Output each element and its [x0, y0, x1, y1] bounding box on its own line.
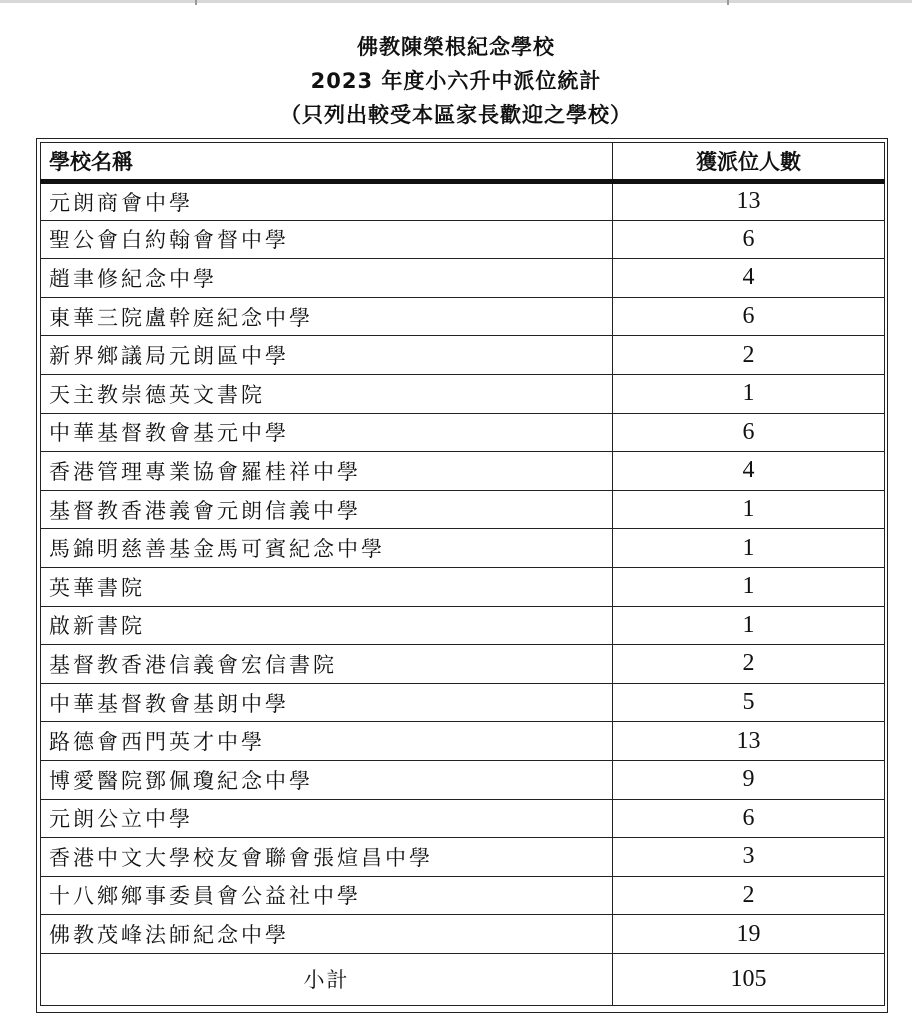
school-name-cell: 元朗公立中學: [41, 799, 613, 838]
school-name-cell: 香港管理專業協會羅桂祥中學: [41, 452, 613, 491]
table-row: [41, 413, 885, 452]
allocation-count-cell: 6: [613, 220, 885, 259]
table-row: [41, 182, 885, 221]
allocation-count-cell: 6: [613, 413, 885, 452]
allocation-count-cell: 13: [613, 182, 885, 221]
school-name-cell: 東華三院盧幹庭紀念中學: [41, 297, 613, 336]
school-name-cell: 趙聿修紀念中學: [41, 259, 613, 298]
page-top-tick: [727, 0, 729, 5]
column-header-school: 學校名稱: [41, 143, 613, 182]
school-name-cell: 啟新書院: [41, 606, 613, 645]
table-row: [41, 374, 885, 413]
allocation-count-cell: 4: [613, 452, 885, 491]
table-row: [41, 259, 885, 298]
table-header-row: [41, 143, 885, 182]
table-row: [41, 336, 885, 375]
table-row: [41, 567, 885, 606]
allocation-count-cell: 2: [613, 876, 885, 915]
column-header-count: 獲派位人數: [613, 143, 885, 182]
allocation-count-cell: 3: [613, 838, 885, 877]
table-row: [41, 490, 885, 529]
table-row: [41, 220, 885, 259]
table-row: [41, 838, 885, 877]
table-row: [41, 876, 885, 915]
table-row: [41, 760, 885, 799]
total-value: 105: [613, 953, 885, 1005]
table-row: [41, 606, 885, 645]
report-title: 2023 年度小六升中派位統計: [310, 69, 602, 93]
total-row: [41, 953, 885, 1005]
table-row: [41, 722, 885, 761]
total-label: 小計: [41, 953, 613, 1005]
table-row: [41, 799, 885, 838]
allocation-count-cell: 4: [613, 259, 885, 298]
allocation-count-cell: 1: [613, 490, 885, 529]
school-name-cell: 元朗商會中學: [41, 182, 613, 221]
school-name-cell: 博愛醫院鄧佩瓊紀念中學: [41, 760, 613, 799]
table-row: [41, 915, 885, 954]
table-row: [41, 645, 885, 684]
table-row: [41, 452, 885, 491]
document-header: [0, 30, 912, 132]
allocation-count-cell: 1: [613, 529, 885, 568]
allocation-count-cell: 13: [613, 722, 885, 761]
school-name-cell: 十八鄉鄉事委員會公益社中學: [41, 876, 613, 915]
table-row: [41, 683, 885, 722]
table-row: [41, 529, 885, 568]
allocation-count-cell: 2: [613, 645, 885, 684]
page-top-rule: [0, 0, 912, 3]
allocation-count-cell: 1: [613, 606, 885, 645]
school-name-heading: 佛教陳榮根紀念學校: [357, 35, 555, 59]
allocation-table-frame: [36, 138, 888, 1013]
table-body: [41, 182, 885, 954]
page-top-tick: [195, 0, 197, 5]
school-name-cell: 中華基督教會基元中學: [41, 413, 613, 452]
school-name-cell: 英華書院: [41, 567, 613, 606]
allocation-count-cell: 6: [613, 799, 885, 838]
school-name-cell: 新界鄉議局元朗區中學: [41, 336, 613, 375]
school-name-cell: 香港中文大學校友會聯會張煊昌中學: [41, 838, 613, 877]
allocation-count-cell: 6: [613, 297, 885, 336]
report-note: （只列出較受本區家長歡迎之學校）: [280, 103, 632, 127]
allocation-count-cell: 1: [613, 374, 885, 413]
school-name-cell: 基督教香港義會元朗信義中學: [41, 490, 613, 529]
allocation-table: [40, 142, 885, 1006]
allocation-count-cell: 9: [613, 760, 885, 799]
school-name-cell: 聖公會白約翰會督中學: [41, 220, 613, 259]
table-row: [41, 297, 885, 336]
allocation-count-cell: 1: [613, 567, 885, 606]
school-name-cell: 馬錦明慈善基金馬可賓紀念中學: [41, 529, 613, 568]
allocation-count-cell: 5: [613, 683, 885, 722]
school-name-cell: 路德會西門英才中學: [41, 722, 613, 761]
school-name-cell: 基督教香港信義會宏信書院: [41, 645, 613, 684]
school-name-cell: 中華基督教會基朗中學: [41, 683, 613, 722]
allocation-count-cell: 2: [613, 336, 885, 375]
school-name-cell: 天主教崇德英文書院: [41, 374, 613, 413]
school-name-cell: 佛教茂峰法師紀念中學: [41, 915, 613, 954]
allocation-count-cell: 19: [613, 915, 885, 954]
